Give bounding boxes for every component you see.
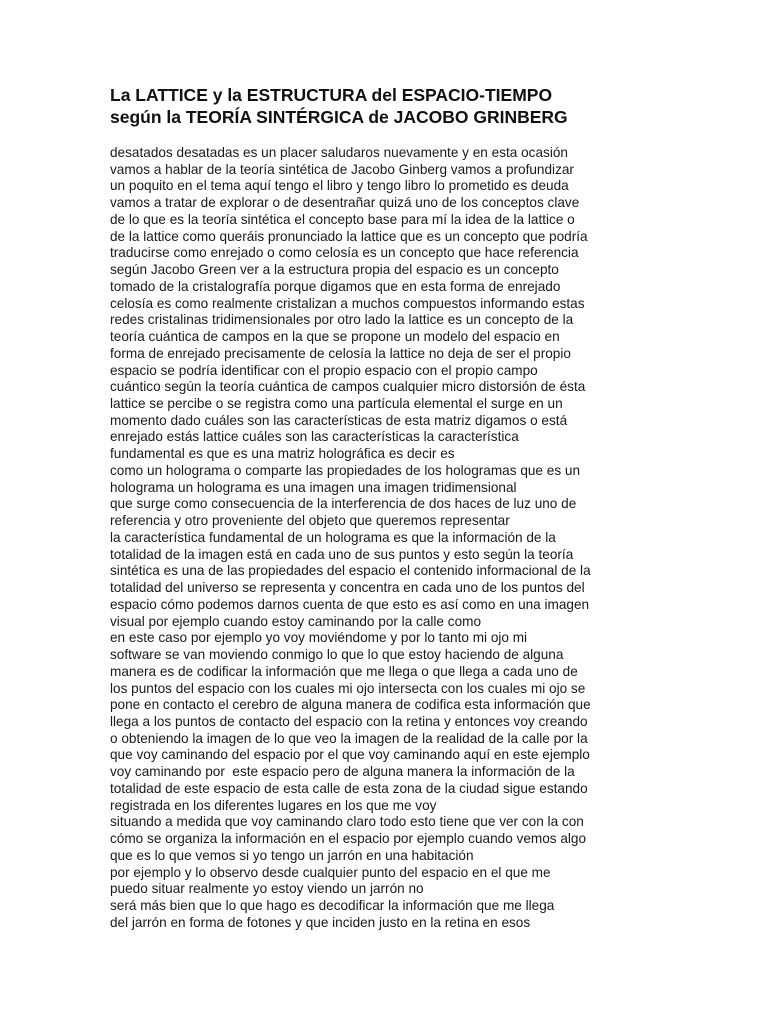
body-text-line: llega a los puntos de contacto del espacio con la retina y entonces voy creando: [110, 713, 588, 729]
body-text-line: que voy caminando del espacio por el que voy caminando aquí en este ejemplo: [110, 747, 590, 763]
body-text-line: de la lattice como queráis pronunciado la lattice que es un concepto que podría: [110, 228, 588, 244]
body-text-line: vamos a hablar de la teoría sintética de Jacobo Ginberg vamos a profundizar: [110, 161, 574, 177]
body-text-line: la característica fundamental de un holograma es que la información de la: [110, 529, 556, 545]
body-text-line: traducirse como enrejado o como celosía es un concepto que hace referencia: [110, 245, 579, 261]
body-text-line: que surge como consecuencia de la interferencia de dos haces de luz uno de: [110, 496, 577, 512]
body-text-line: celosía es como realmente cristalizan a muchos compuestos informando estas: [110, 295, 585, 311]
body-text-line: desatados desatadas es un placer saludaros nuevamente y en esta ocasión: [110, 145, 568, 160]
body-text-line: momento dado cuáles son las características de esta matriz digamos o está: [110, 412, 568, 428]
body-text-line: manera es de codificar la información que me llega o que llega a cada uno de: [110, 663, 578, 679]
body-text-line: vamos a tratar de explorar o de desentrañar quizá uno de los conceptos clave: [110, 195, 580, 211]
body-text-line: totalidad de este espacio de esta calle de esta zona de la ciudad sigue estando: [110, 780, 588, 796]
body-text-line: lattice se percibe o se registra como una partícula elemental el surge en un: [110, 396, 563, 412]
body-text-line: totalidad de la imagen está en cada uno de sus puntos y esto según la teoría: [110, 546, 574, 562]
body-text-line: espacio cómo podemos darnos cuenta de que esto es así como en una imagen: [110, 596, 590, 612]
body-text-line: fundamental es que es una matriz holográfica es decir es: [110, 446, 455, 462]
body-text-line: situando a medida que voy caminando claro todo esto tiene que ver con la con: [110, 814, 584, 830]
body-text-line: en este caso por ejemplo yo voy moviéndome y por lo tanto mi ojo mi: [110, 630, 528, 646]
body-text-line: pone en contacto el cerebro de alguna manera de codifica esta información que: [110, 697, 591, 713]
body-text-line: totalidad del universo se representa y concentra en cada uno de los puntos del: [110, 580, 585, 596]
body-text-line: sintética es una de las propiedades del espacio el contenido informacional de la: [110, 563, 591, 579]
body-text-line: registrada en los diferentes lugares en los que me voy: [110, 797, 437, 813]
body-text-line: software se van moviendo conmigo lo que lo que estoy haciendo de alguna: [110, 647, 564, 663]
body-text-line: o obteniendo la imagen de lo que veo la imagen de la realidad de la calle por la: [110, 730, 588, 746]
title-line-2: según la TEORÍA SINTÉRGICA de JACOBO GRINBERG: [110, 107, 568, 127]
body-text-line: referencia y otro proveniente del objeto que queremos representar: [110, 513, 510, 529]
body-text-line: un poquito en el tema aquí tengo el libro y tengo libro lo prometido es deuda: [110, 178, 569, 194]
body-text-line: según Jacobo Green ver a la estructura propia del espacio es un concepto: [110, 262, 559, 278]
body-text-line: puedo situar realmente yo estoy viendo un jarrón no: [110, 881, 424, 897]
body-text-line: como un holograma o comparte las propiedades de los hologramas que es un: [110, 462, 581, 478]
body-text-line: de lo que es la teoría sintética el concepto base para mí la idea de la lattice o: [110, 211, 575, 227]
body-text-line: cómo se organiza la información en el espacio por ejemplo cuando vemos algo: [110, 831, 587, 847]
title-line-1: La LATTICE y la ESTRUCTURA del ESPACIO-TIEMPO: [110, 85, 553, 105]
body-text-line: del jarrón en forma de fotones y que inciden justo en la retina en esos: [110, 914, 531, 930]
document-title: [110, 84, 670, 128]
body-text-line: cuántico según la teoría cuántica de campos cualquier micro distorsión de ésta: [110, 379, 586, 395]
document-body: [110, 145, 710, 932]
body-text-line: espacio se podría identificar con el propio espacio con el propio campo: [110, 362, 538, 378]
body-text-line: holograma un holograma es una imagen una imagen tridimensional: [110, 479, 517, 495]
body-text-line: visual por ejemplo cuando estoy caminando por la calle como: [110, 613, 482, 629]
body-text-line: teoría cuántica de campos en la que se propone un modelo del espacio en: [110, 329, 560, 345]
body-text-line: los puntos del espacio con los cuales mi ojo intersecta con los cuales mi ojo se: [110, 680, 586, 696]
body-text-line: redes cristalinas tridimensionales por otro lado la lattice es un concepto de la: [110, 312, 574, 328]
body-text-line: será más bien que lo que hago es decodificar la información que me llega: [110, 898, 555, 914]
body-text-line: tomado de la cristalografía porque digamos que en esta forma de enrejado: [110, 278, 561, 294]
body-text-line: enrejado estás lattice cuáles son las características la característica: [110, 429, 519, 445]
body-text-line: por ejemplo y lo observo desde cualquier punto del espacio en el que me: [110, 864, 551, 880]
body-text-line: voy caminando por este espacio pero de alguna manera la información de la: [110, 764, 575, 780]
body-text-line: que es lo que vemos si yo tengo un jarrón en una habitación: [110, 847, 474, 863]
body-text-line: forma de enrejado precisamente de celosía la lattice no deja de ser el propio: [110, 345, 571, 361]
